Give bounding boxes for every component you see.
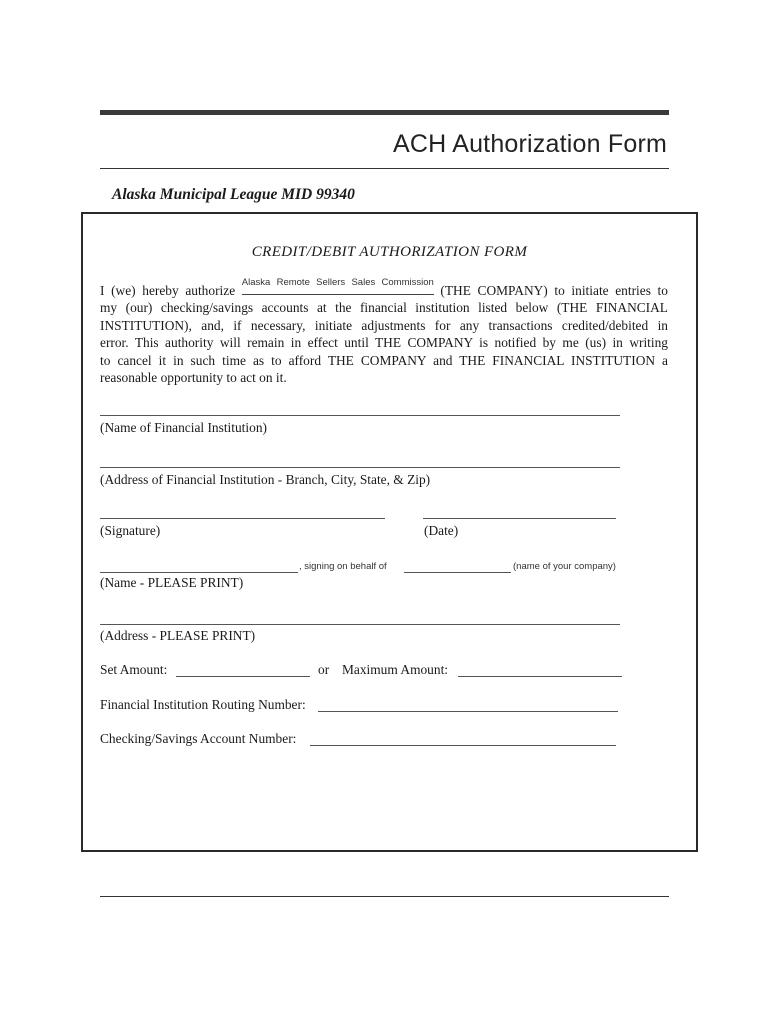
authorization-line-5: to cancel it in such time as to afford THE COMPANY and THE FINANCIAL INSTITUTION a <box>100 352 668 368</box>
title-divider <box>100 168 669 169</box>
address-print-label: (Address - PLEASE PRINT) <box>100 628 256 643</box>
page-title: ACH Authorization Form <box>393 130 667 158</box>
financial-institution-field[interactable] <box>100 415 620 416</box>
company-name-field[interactable] <box>241 277 434 295</box>
printed-name-field[interactable] <box>100 572 298 573</box>
authorization-line-1 <box>100 277 668 299</box>
company-name-blank[interactable] <box>404 572 511 573</box>
account-number-label: Checking/Savings Account Number: <box>100 731 297 746</box>
authorization-paragraph <box>100 277 668 386</box>
maximum-amount-label: Maximum Amount: <box>342 662 449 677</box>
authorization-line-6: reasonable opportunity to act on it. <box>100 370 287 386</box>
form-heading: CREDIT/DEBIT AUTHORIZATION FORM <box>251 244 528 260</box>
fi-address-field[interactable] <box>100 467 620 468</box>
date-field[interactable] <box>423 518 616 519</box>
authorization-line1-suffix: (THE COMPANY) to initiate entries to <box>440 283 668 298</box>
or-text: or <box>318 662 330 677</box>
signing-on-behalf-text: , signing on behalf of <box>299 561 387 572</box>
signature-label: (Signature) <box>100 523 161 538</box>
set-amount-label: Set Amount: <box>100 662 168 677</box>
company-name-value: Alaska Remote Sellers Sales Commission <box>241 277 434 288</box>
financial-institution-label: (Name of Financial Institution) <box>100 420 267 435</box>
maximum-amount-field[interactable] <box>458 676 622 677</box>
name-print-label: (Name - PLEASE PRINT) <box>100 575 244 590</box>
merchant-subtitle: Alaska Municipal League MID 99340 <box>112 186 355 203</box>
authorization-line-4: error. This authority will remain in effect until THE COMPANY is notified by me (us) in writing <box>100 335 668 351</box>
set-amount-field[interactable] <box>176 676 310 677</box>
authorization-prefix: I (we) hereby authorize <box>100 283 236 298</box>
printed-address-field[interactable] <box>100 624 620 625</box>
date-label: (Date) <box>424 523 459 538</box>
your-company-text: (name of your company) <box>513 561 616 572</box>
account-number-field[interactable] <box>310 745 616 746</box>
fi-address-label: (Address of Financial Institution - Branch, City, State, & Zip) <box>100 472 431 487</box>
top-rule <box>100 110 669 115</box>
routing-number-field[interactable] <box>318 711 618 712</box>
signature-field[interactable] <box>100 518 385 519</box>
authorization-line-2: my (our) checking/savings accounts at the financial institution listed below (THE FINANCIAL <box>100 300 668 316</box>
routing-number-label: Financial Institution Routing Number: <box>100 697 306 712</box>
authorization-line-3: INSTITUTION), and, if necessary, initiate adjustments for any transactions credited/debited in <box>100 317 668 333</box>
bottom-rule <box>100 896 669 897</box>
